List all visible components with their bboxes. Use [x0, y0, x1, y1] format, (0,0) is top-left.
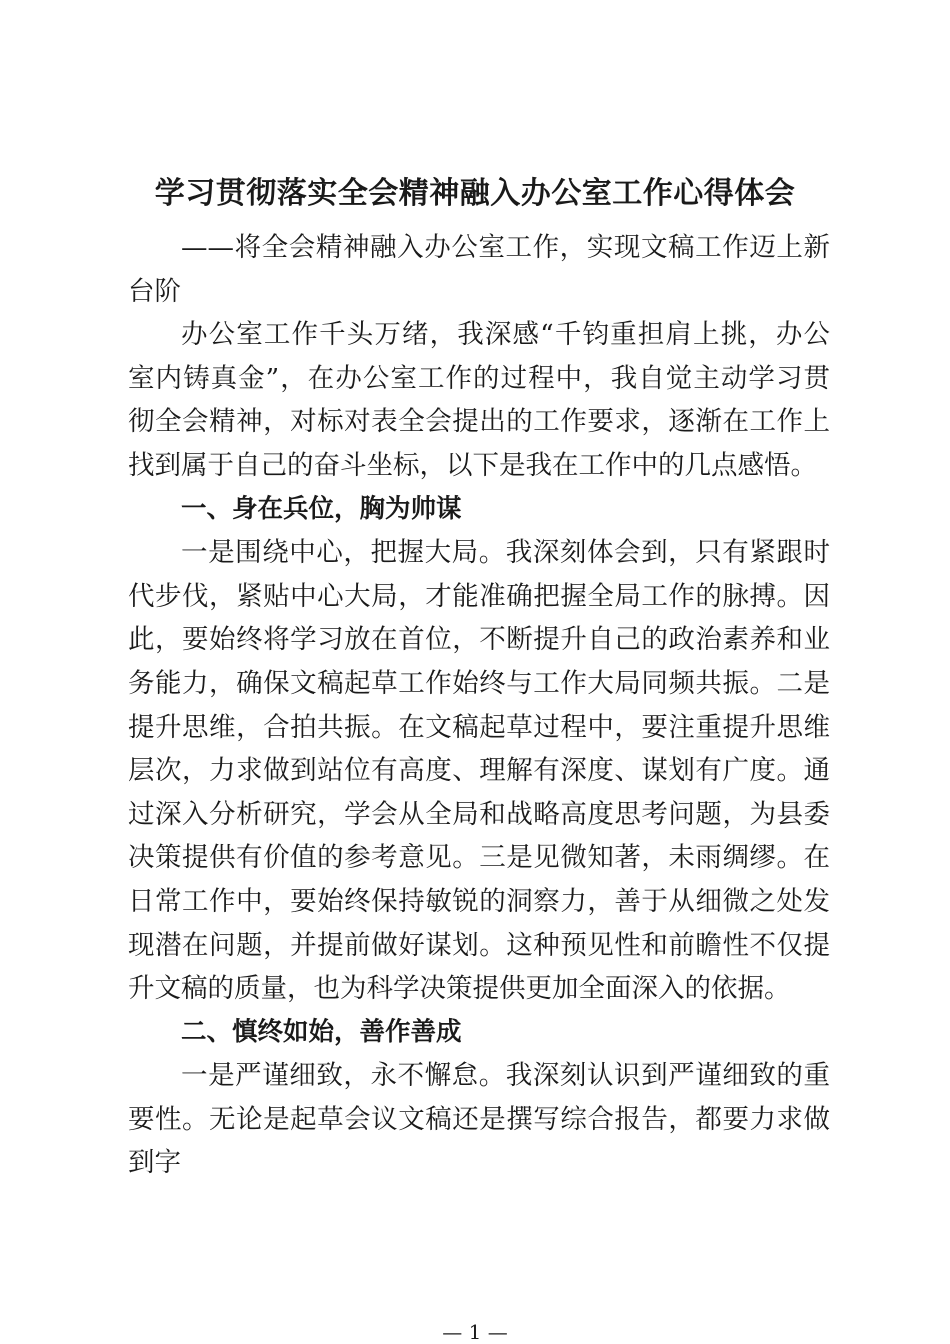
page-number: — 1 — — [442, 1320, 508, 1344]
section-heading-2: 二、慎终如始，善作善成 — [181, 1016, 462, 1047]
document-body — [128, 226, 830, 1185]
section-heading-1: 一、身在兵位，胸为帅谋 — [181, 493, 462, 524]
document-title: 学习贯彻落实全会精神融入办公室工作心得体会 — [154, 176, 796, 211]
section-paragraph-1: 一是围绕中心，把握大局。我深刻体会到，只有紧跟时代步伐，紧贴中心大局，才能准确把握全局工作的脉搏。因此，要始终将学习放在首位，不断提升自己的政治素养和业务能力，确保文稿起草工作始终与工作大局同频共振。二是提升思维，合拍共振。在文稿起草过程中，要注重提升思维层次，力求做到站位有高度、理解有深度、谋划有广度。通过深入分析研究，学会从全局和战略高度思考问题，为县委决策提供有价值的参考意见。三是见微知著，未雨绸缪。在日常工作中，要始终保持敏锐的洞察力，善于从细微之处发现潜在问题，并提前做好谋划。这种预见性和前瞻性不仅提升文稿的质量，也为科学决策提供更加全面深入的依据。 — [128, 537, 830, 1005]
document-subtitle: ——将全会精神融入办公室工作，实现文稿工作迈上新台阶 — [128, 232, 830, 307]
section-paragraph-2: 一是严谨细致，永不懈怠。我深刻认识到严谨细致的重要性。无论是起草会议文稿还是撰写综合报告，都要力求做到字 — [128, 1060, 830, 1179]
intro-paragraph: 办公室工作千头万绪，我深感“千钧重担肩上挑，办公室内铸真金”，在办公室工作的过程中，我自觉主动学习贯彻全会精神，对标对表全会提出的工作要求，逐渐在工作上找到属于自己的奋斗坐标，以下是我在工作中的几点感悟。 — [128, 319, 830, 481]
